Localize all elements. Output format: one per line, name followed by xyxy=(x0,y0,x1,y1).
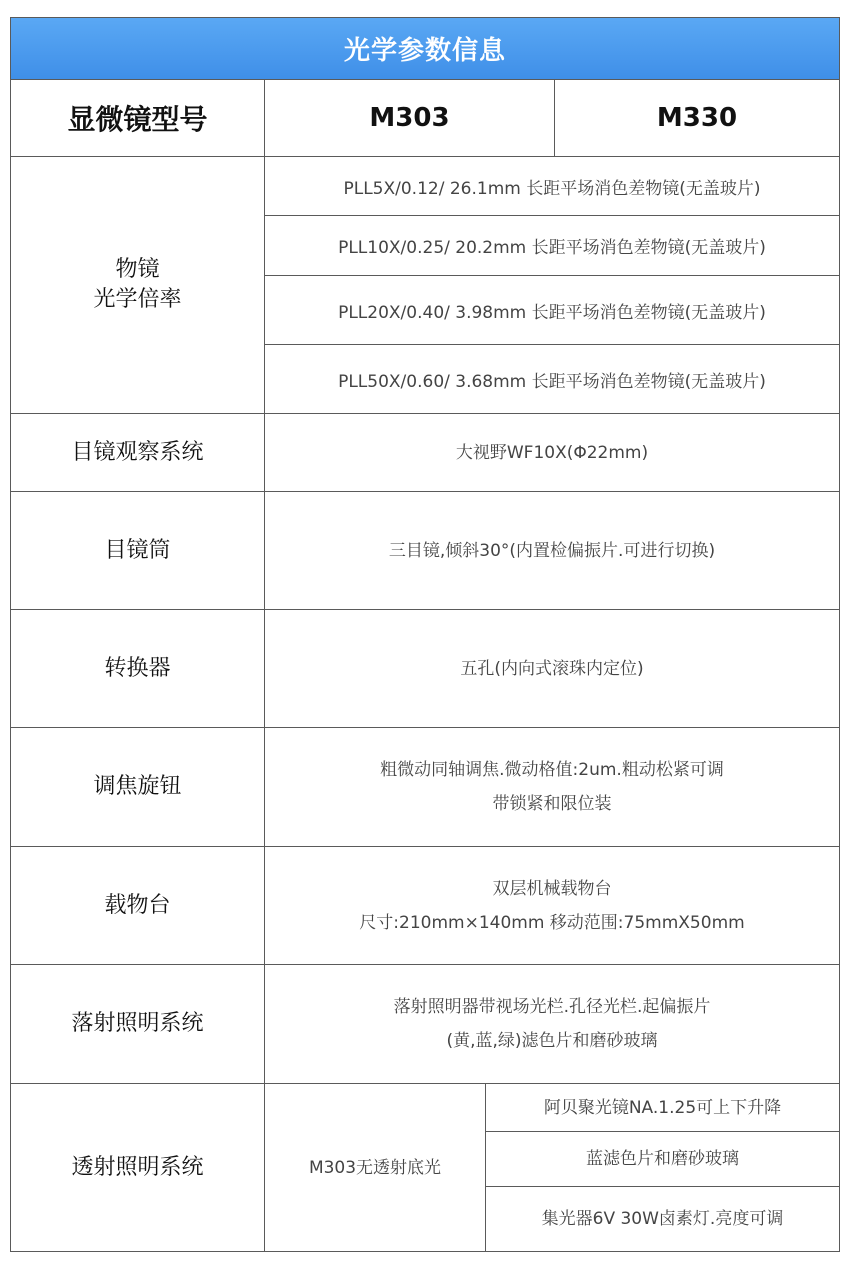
focus-label: 调焦旋钮 xyxy=(93,774,182,799)
reflected-label: 落射照明系统 xyxy=(71,1011,204,1036)
model-header-label: 显微镜型号 xyxy=(67,103,208,136)
tube-value: 三目镜,倾斜30°(内置检偏振片.可进行切换) xyxy=(388,540,716,561)
stage-value xyxy=(265,847,839,964)
reflected-value-line2: (黄,蓝,绿)滤色片和磨砂玻璃 xyxy=(446,1031,658,1051)
transmitted-m303: M303无透射底光 xyxy=(308,1157,442,1178)
objective-item: PLL50X/0.60/ 3.68mm 长距平场消色差物镜(无盖玻片) xyxy=(338,371,766,392)
focus-value-line1: 粗微动同轴调焦.微动格值:2um.粗动松紧可调 xyxy=(380,760,724,780)
focus-value-line2: 带锁紧和限位装 xyxy=(492,794,612,814)
objective-item: PLL20X/0.40/ 3.98mm 长距平场消色差物镜(无盖玻片) xyxy=(338,302,766,323)
transmitted-item: 阿贝聚光镜NA.1.25可上下升降 xyxy=(543,1097,782,1118)
transmitted-item: 蓝滤色片和磨砂玻璃 xyxy=(586,1149,739,1169)
spec-table xyxy=(10,17,840,1252)
objective-label-line1: 物镜 xyxy=(115,257,160,282)
objective-item: PLL10X/0.25/ 20.2mm 长距平场消色差物镜(无盖玻片) xyxy=(338,238,766,258)
objective-item: PLL5X/0.12/ 26.1mm 长距平场消色差物镜(无盖玻片) xyxy=(343,178,761,199)
nosepiece-value: 五孔(内向式滚珠内定位) xyxy=(460,658,644,679)
eyepiece-label: 目镜观察系统 xyxy=(71,439,204,465)
model-m303: M303 xyxy=(369,103,450,133)
model-m330: M330 xyxy=(656,103,738,133)
objective-label xyxy=(11,157,264,413)
reflected-value xyxy=(265,965,839,1083)
transmitted-label: 透射照明系统 xyxy=(71,1154,204,1180)
reflected-value-line1: 落射照明器带视场光栏.孔径光栏.起偏振片 xyxy=(393,997,711,1017)
eyepiece-value: 大视野WF10X(Φ22mm) xyxy=(455,442,649,463)
stage-value-line1: 双层机械载物台 xyxy=(492,878,612,899)
tube-label: 目镜筒 xyxy=(104,537,171,563)
transmitted-item: 集光器6V 30W卤素灯.亮度可调 xyxy=(541,1209,784,1229)
objective-label-line2: 光学倍率 xyxy=(93,287,182,312)
stage-label: 载物台 xyxy=(104,892,171,918)
stage-value-line2: 尺寸:210mm×140mm 移动范围:75mmX50mm xyxy=(359,912,745,933)
focus-value xyxy=(265,728,839,846)
nosepiece-label: 转换器 xyxy=(104,655,171,681)
table-title: 光学参数信息 xyxy=(11,18,839,79)
